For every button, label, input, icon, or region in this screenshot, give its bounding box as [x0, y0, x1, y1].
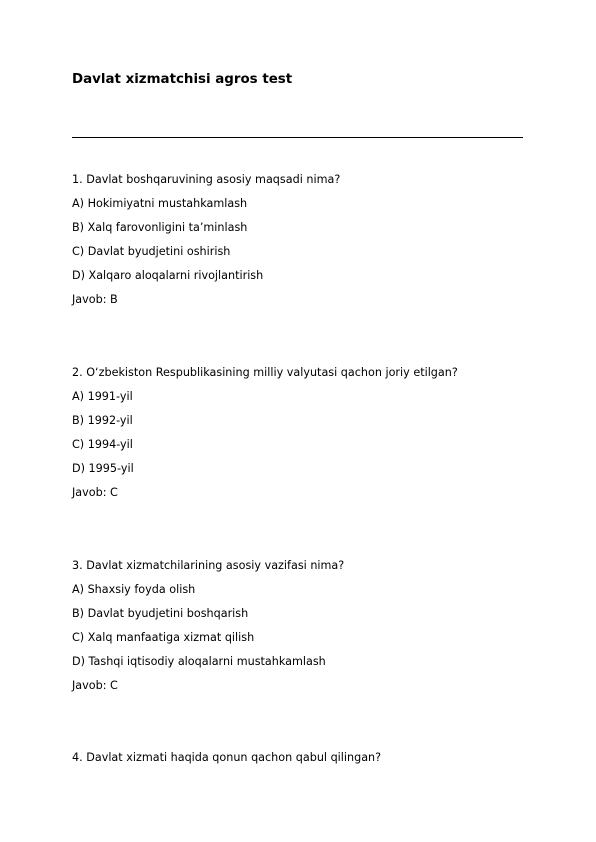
question-1-option-b: B) Xalq farovonligini ta’minlash	[72, 221, 248, 234]
question-3-option-a: A) Shaxsiy foyda olish	[72, 583, 196, 596]
question-2-option-b: B) 1992-yil	[72, 414, 133, 427]
question-3-option-b: B) Davlat byudjetini boshqarish	[72, 607, 249, 620]
question-3-answer: Javob: C	[72, 679, 118, 692]
question-2-option-a: A) 1991-yil	[72, 390, 133, 403]
question-2-option-c: C) 1994-yil	[72, 438, 133, 451]
question-3-option-d: D) Tashqi iqtisodiy aloqalarni mustahkamlash	[72, 655, 326, 668]
question-1-option-a: A) Hokimiyatni mustahkamlash	[72, 197, 248, 210]
title-divider	[72, 137, 523, 138]
question-2-answer: Javob: C	[72, 486, 118, 499]
question-3-text: 3. Davlat xizmatchilarining asosiy vazifasi nima?	[72, 559, 345, 572]
question-4-text: 4. Davlat xizmati haqida qonun qachon qabul qilingan?	[72, 751, 382, 764]
question-2-text: 2. O‘zbekiston Respublikasining milliy valyutasi qachon joriy etilgan?	[72, 366, 458, 379]
question-3-option-c: C) Xalq manfaatiga xizmat qilish	[72, 631, 255, 644]
question-1-answer: Javob: B	[72, 293, 118, 306]
document-title: Davlat xizmatchisi agros test	[72, 72, 293, 87]
question-1-option-d: D) Xalqaro aloqalarni rivojlantirish	[72, 269, 264, 282]
question-1-option-c: C) Davlat byudjetini oshirish	[72, 245, 231, 258]
question-2-option-d: D) 1995-yil	[72, 462, 134, 475]
question-1-text: 1. Davlat boshqaruvining asosiy maqsadi nima?	[72, 173, 341, 186]
